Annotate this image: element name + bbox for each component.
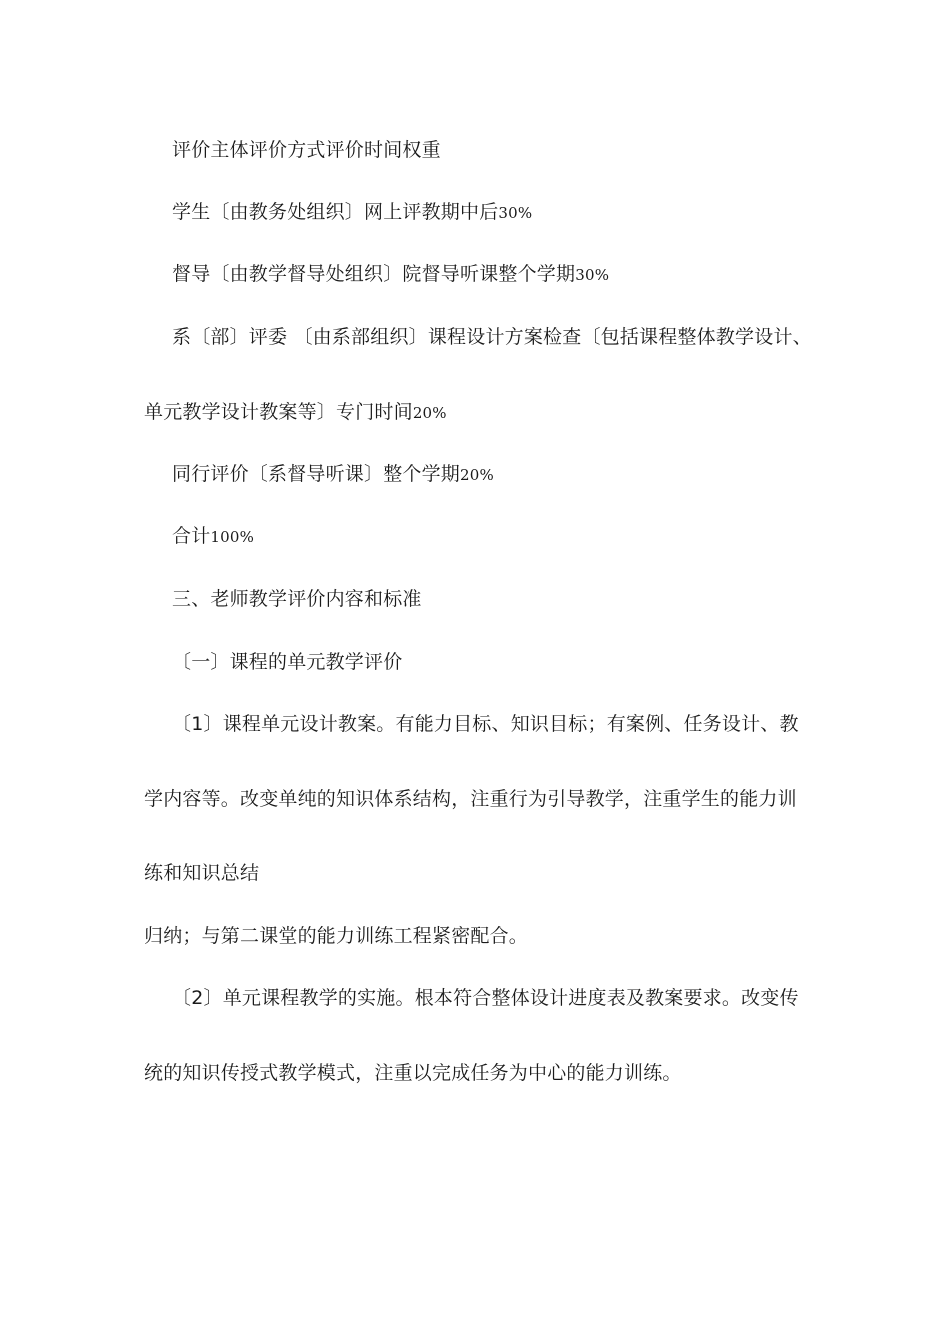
weight-value: 20%	[412, 404, 447, 422]
line-text: 学生〔由教务处组织〕网上评教期中后	[172, 201, 499, 223]
paragraph-line	[144, 1061, 682, 1085]
line-text: 同行评价〔系督导听课〕整个学期	[172, 463, 461, 485]
paragraph-line	[144, 924, 528, 948]
weight-value: 30%	[498, 204, 533, 222]
line-text: 〔2〕单元课程教学的实施。根本符合整体设计进度表及教案要求。改变传	[172, 987, 799, 1009]
line-text: 〔1〕课程单元设计教案。有能力目标、知识目标；有案例、任务设计、教	[172, 713, 799, 735]
line-text: 督导〔由教学督导处组织〕院督导听课整个学期	[172, 263, 576, 285]
line-text: 学内容等。改变单纯的知识体系结构，注重行为引导教学，注重学生的能力训	[144, 788, 797, 810]
weight-value: 100%	[210, 528, 255, 546]
line-text: 三、老师教学评价内容和标准	[172, 588, 422, 610]
table-row-department-continued	[144, 400, 447, 425]
table-row-student	[172, 200, 532, 225]
line-text: 系〔部〕评委 〔由系部组织〕课程设计方案检查〔包括课程整体教学设计、	[172, 326, 812, 348]
paragraph-line	[144, 787, 797, 811]
paragraph-line	[172, 712, 799, 736]
line-text: 合计	[172, 525, 211, 547]
line-text: 统的知识传授式教学模式，注重以完成任务为中心的能力训练。	[144, 1062, 682, 1084]
line-text: 归纳；与第二课堂的能力训练工程紧密配合。	[144, 925, 529, 947]
table-row-department	[172, 325, 812, 349]
line-text: 评价主体评价方式评价时间权重	[172, 139, 441, 161]
weight-value: 20%	[460, 466, 494, 484]
table-row-total	[172, 524, 254, 549]
line-text: 单元教学设计教案等〕专门时间	[144, 401, 413, 423]
table-header-line	[172, 138, 441, 162]
subsection-heading	[172, 650, 402, 674]
table-row-peer	[172, 462, 494, 487]
line-text: 练和知识总结	[144, 862, 260, 884]
line-text: 〔一〕课程的单元教学评价	[172, 651, 403, 673]
paragraph-line	[172, 986, 799, 1010]
paragraph-line	[144, 861, 259, 885]
section-heading	[172, 587, 422, 611]
weight-value: 30%	[575, 266, 610, 284]
table-row-supervisor	[172, 262, 609, 287]
